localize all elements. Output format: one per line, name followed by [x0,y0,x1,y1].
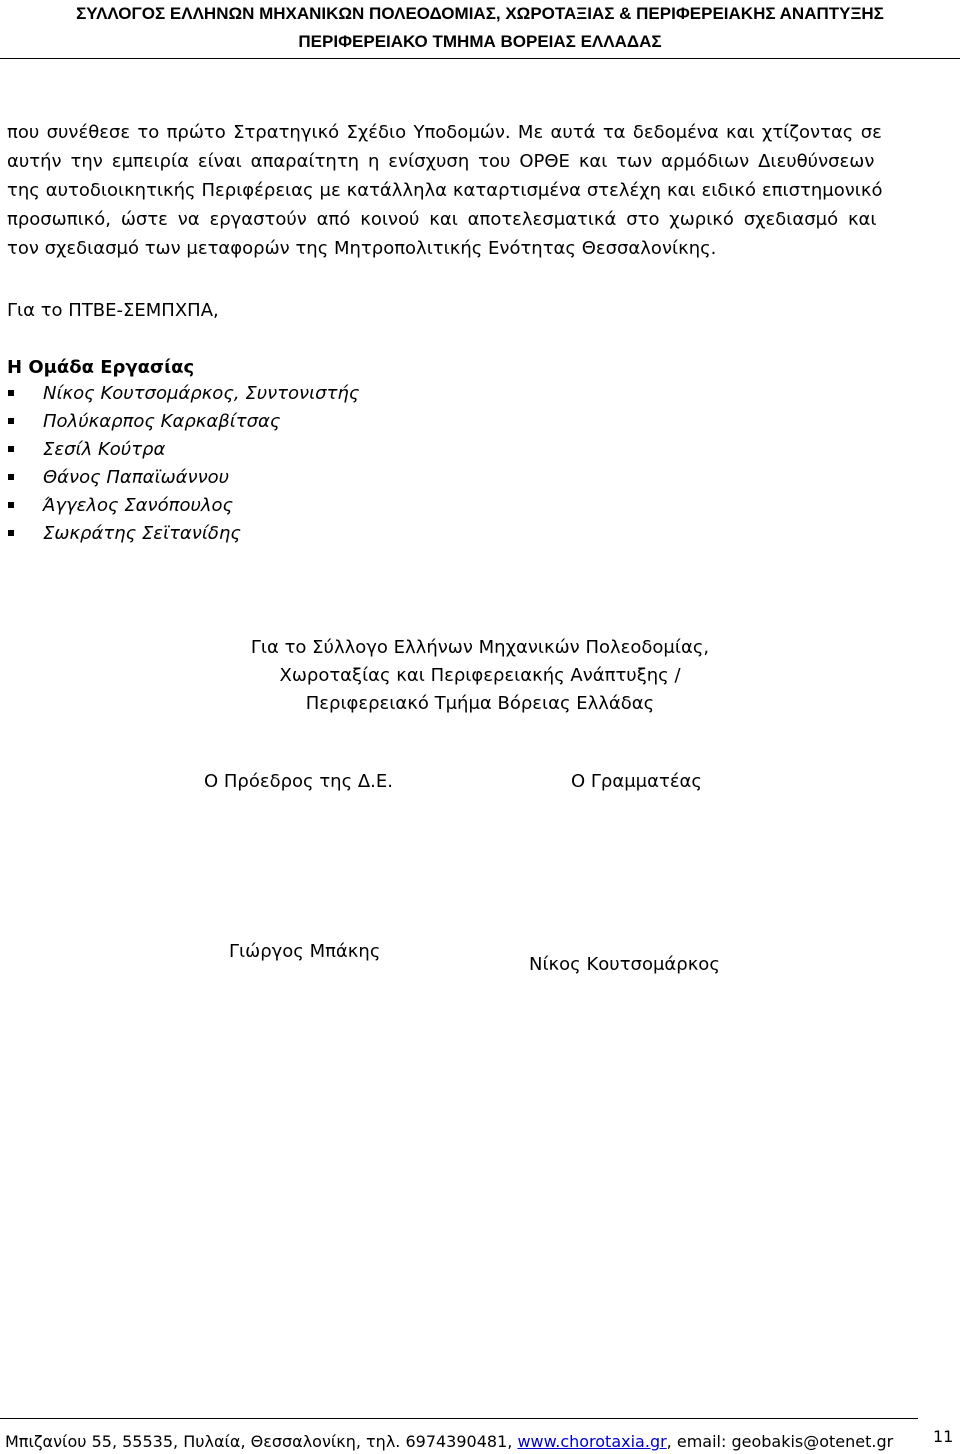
square-bullet-icon [8,390,14,396]
paragraph-line: τον σχεδιασμό των μεταφορών της Μητροπολιτικής Ενότητας Θεσσαλονίκης. [7,238,717,259]
president-name: Γιώργος Μπάκης [229,941,381,962]
square-bullet-icon [8,502,14,508]
working-group-list [7,380,359,548]
header-divider [0,58,960,59]
paragraph-line: προσωπικό, ώστε να εργαστούν από κοινού και αποτελεσματικά στο χωρικό σχεδιασμό και [7,209,877,230]
square-bullet-icon [8,530,14,536]
list-item: Άγγελος Σανόπουλος [7,492,359,520]
square-bullet-icon [8,474,14,480]
list-item: Πολύκαρπος Καρκαβίτσας [7,408,359,436]
branch-name: ΠΕΡΙΦΕΡΕΙΑΚΟ ΤΜΗΜΑ ΒΟΡΕΙΑΣ ΕΛΛΑΔΑΣ [298,32,662,51]
list-item: Νίκος Κουτσομάρκος, Συντονιστής [7,380,359,408]
association-name: ΣΥΛΛΟΓΟΣ ΕΛΛΗΝΩΝ ΜΗΧΑΝΙΚΩΝ ΠΟΛΕΟΔΟΜΙΑΣ, ΧΩΡΟΤΑΞΙΑΣ & ΠΕΡΙΦΕΡΕΙΑΚΗΣ ΑΝΑΠΤΥΞΗΣ [76,4,884,23]
paragraph-line: αυτήν την εμπειρία είναι απαραίτητη η ενίσχυση του ΟΡΘΕ και των αρμόδιων Διευθύνσεων [7,151,875,172]
list-item: Σεσίλ Κούτρα [7,436,359,464]
document-header [0,0,960,56]
page-number: 11 [933,1427,954,1446]
paragraph-line: που συνέθεσε το πρώτο Στρατηγικό Σχέδιο Υποδομών. Με αυτά τα δεδομένα και χτίζοντας σε [7,122,882,143]
body-paragraph [7,118,955,263]
association-signature-heading: Για το Σύλλογο Ελλήνων Μηχανικών Πολεοδομίας, Χωροταξίας και Περιφερειακής Ανάπτυξης / Περιφερειακό Τμήμα Βόρειας Ελλάδας [250,637,710,714]
footer-address: Μπιζανίου 55, 55535, Πυλαία, Θεσσαλονίκη, τηλ. 6974390481, [5,1432,518,1451]
footer-contact [5,1430,893,1454]
working-group-title: Η Ομάδα Εργασίας [7,357,195,378]
on-behalf-line: Για το ΠΤΒΕ-ΣΕΜΠΧΠΑ, [7,300,219,321]
paragraph-line: της αυτοδιοικητικής Περιφέρειας με κατάλληλα καταρτισμένα στελέχη και ειδικό επιστημονικό [7,180,883,201]
list-item: Θάνος Παπαϊωάννου [7,464,359,492]
secretary-role: Ο Γραμματέας [571,771,702,792]
footer-divider [0,1418,918,1419]
footer-email: , email: geobakis@otenet.gr [666,1432,894,1451]
website-link[interactable]: www.chorotaxia.gr [517,1432,667,1451]
list-item: Σωκράτης Σεϊτανίδης [7,520,359,548]
president-role: Ο Πρόεδρος της Δ.Ε. [204,771,393,792]
square-bullet-icon [8,446,14,452]
square-bullet-icon [8,418,14,424]
secretary-name: Νίκος Κουτσομάρκος [529,954,720,975]
